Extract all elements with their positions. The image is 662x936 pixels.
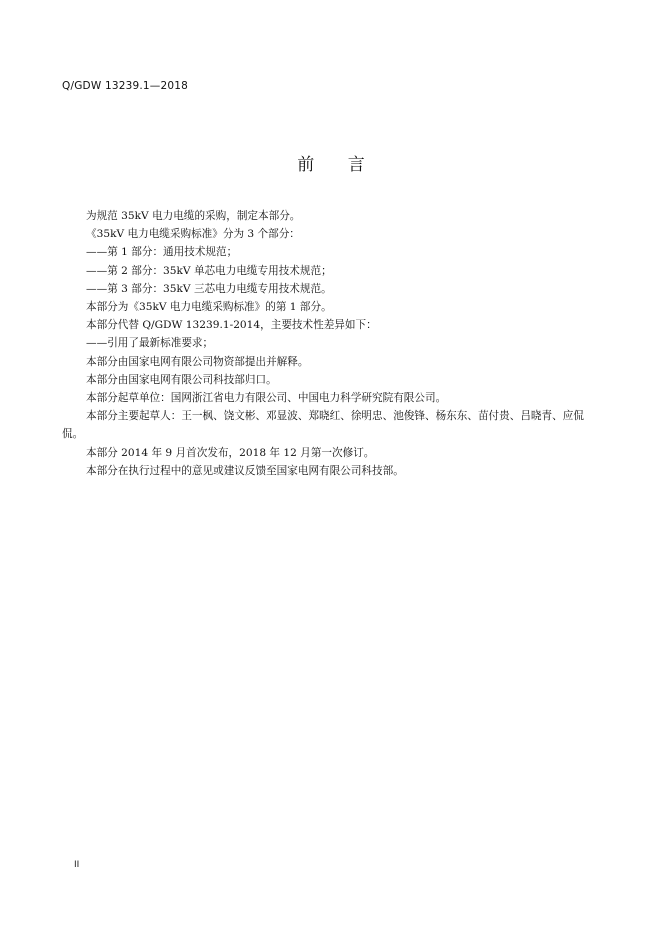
paragraph: 本部分 2014 年 9 月首次发布，2018 年 12 月第一次修订。 (86, 446, 375, 459)
paragraph: 本部分由国家电网有限公司物资部提出并解释。 (86, 355, 309, 368)
paragraph: 本部分由国家电网有限公司科技部归口。 (86, 373, 277, 386)
document-id: Q/GDW 13239.1—2018 (62, 80, 188, 92)
list-item: ——第 3 部分：35kV 三芯电力电缆专用技术规范。 (86, 282, 332, 295)
list-item: ——第 1 部分：通用技术规范； (86, 246, 238, 259)
page-title: 前 言 (297, 155, 379, 175)
paragraph: 本部分在执行过程中的意见或建议反馈至国家电网有限公司科技部。 (86, 464, 404, 477)
paragraph: 为规范 35kV 电力电缆的采购，制定本部分。 (86, 210, 301, 222)
page-number: II (74, 860, 80, 870)
list-item: ——第 2 部分：35kV 单芯电力电缆专用技术规范； (86, 264, 332, 277)
paragraph: 本部分代替 Q/GDW 13239.1-2014，主要技术性差异如下： (86, 319, 377, 332)
paragraph: 《35kV 电力电缆采购标准》分为 3 个部分： (86, 228, 300, 241)
list-item: ——引用了最新标准要求； (86, 337, 214, 350)
paragraph: 本部分起草单位：国网浙江省电力有限公司、中国电力科学研究院有限公司。 (86, 392, 447, 405)
foreword-body (62, 207, 598, 480)
paragraph: 本部分主要起草人：王一枫、饶文彬、邓显波、郑晓红、徐明忠、池俊锋、杨东东、苗付贵、吕晓青、应侃侃。 (62, 410, 584, 441)
paragraph: 本部分为《35kV 电力电缆采购标准》的第 1 部分。 (86, 301, 332, 314)
